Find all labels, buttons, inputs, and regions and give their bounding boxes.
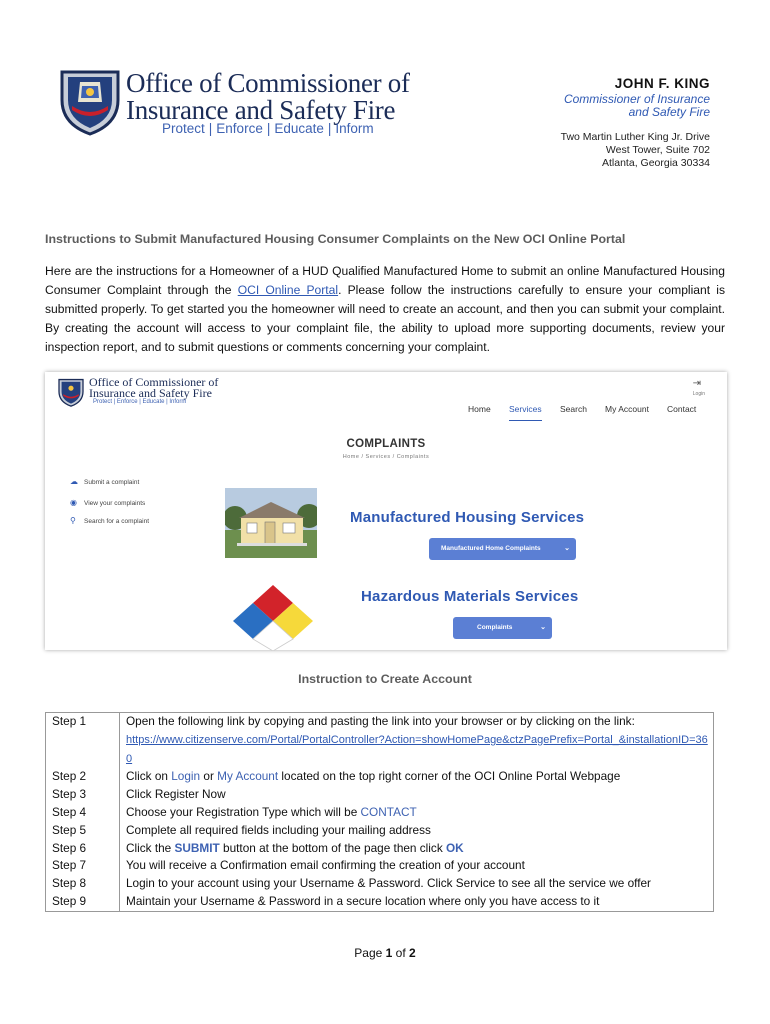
commissioner-name: JOHN F. KING bbox=[614, 76, 710, 91]
commissioner-title-line2: and Safety Fire bbox=[628, 105, 710, 119]
table-row bbox=[46, 768, 714, 786]
portal-org-line1: Office of Commissioner of bbox=[89, 375, 219, 389]
step-label: Step 8 bbox=[52, 876, 87, 891]
citizenserve-link[interactable]: https://www.citizenserve.com/Portal/PortalController?Action=showHomePage&ctzPagePrefix=Portal_&installationID=360 bbox=[126, 733, 708, 765]
step-label: Step 3 bbox=[52, 787, 87, 802]
address-line1: Two Martin Luther King Jr. Drive bbox=[560, 131, 710, 143]
commissioner-title-line1: Commissioner of Insurance bbox=[563, 92, 710, 106]
step-label: Step 1 bbox=[52, 714, 87, 728]
hazmat-complaints-button[interactable]: Complaints ⌄ bbox=[453, 617, 552, 639]
nav-services[interactable]: Services bbox=[509, 404, 542, 421]
step-label: Step 9 bbox=[52, 893, 87, 908]
steps-heading: Instruction to Create Account bbox=[298, 672, 472, 686]
intro-paragraph: Here are the instructions for a Homeowner of a HUD Qualified Manufactured Home to submit an online Manufactured Housing Consumer Complaint through the OCI Online Portal. Please follow the instructions carefully to ensure your compliant is submitted properly. To get started you the homeowner will need to create an account, and then you can submit your complaint. By creating the account will access to your complaint file, the ability to upload more supporting documents, review your inspection report, and to submit questions or comments concerning your complaint. bbox=[45, 264, 725, 354]
nav-my-account[interactable]: My Account bbox=[605, 404, 649, 414]
manufactured-housing-title: Manufactured Housing Services bbox=[350, 509, 585, 526]
binoculars-icon: ◉ bbox=[70, 498, 77, 507]
table-row bbox=[46, 840, 714, 858]
seal-logo-icon bbox=[58, 66, 122, 136]
portal-tagline: Protect | Enforce | Educate | Inform bbox=[93, 399, 187, 405]
step-text: Maintain your Username & Password in a secure location where only you have access to it bbox=[120, 893, 714, 911]
manufactured-home-complaints-button[interactable]: Manufactured Home Complaints ⌄ bbox=[429, 538, 576, 560]
table-row bbox=[46, 857, 714, 875]
step-text: Login to your account using your Username & Password. Click Service to see all the service we offer bbox=[120, 875, 714, 893]
portal-seal-icon bbox=[57, 377, 85, 407]
table-row bbox=[46, 875, 714, 893]
oci-portal-link[interactable]: OCI Online Portal bbox=[237, 283, 339, 297]
step-text: Click Register Now bbox=[120, 786, 714, 804]
address-line2: West Tower, Suite 702 bbox=[605, 144, 710, 156]
portal-screenshot bbox=[45, 372, 727, 650]
step-label: Step 7 bbox=[52, 858, 87, 873]
address-line3: Atlanta, Georgia 30334 bbox=[602, 157, 710, 169]
side-link-view[interactable]: ◉ View your complaints bbox=[70, 498, 146, 507]
table-row bbox=[46, 786, 714, 804]
side-link-search[interactable]: ⚲ Search for a complaint bbox=[70, 516, 150, 525]
nav-home[interactable]: Home bbox=[468, 404, 491, 414]
page-number: Page 1 of 2 bbox=[354, 946, 416, 960]
step-text: You will receive a Confirmation email confirming the creation of your account bbox=[120, 857, 714, 875]
step-label: Step 2 bbox=[52, 769, 87, 784]
step-text: Complete all required fields including your mailing address bbox=[120, 822, 714, 840]
org-name-line1: Office of Commissioner of bbox=[126, 68, 410, 98]
search-icon: ⚲ bbox=[70, 516, 76, 525]
step-label: Step 4 bbox=[52, 804, 87, 819]
table-row bbox=[46, 822, 714, 840]
portal-page-title: COMPLAINTS bbox=[346, 438, 426, 450]
table-row bbox=[46, 804, 714, 822]
login-icon[interactable]: ⇥ bbox=[692, 378, 701, 389]
table-row bbox=[46, 713, 714, 769]
table-row bbox=[46, 893, 714, 911]
nav-contact[interactable]: Contact bbox=[667, 404, 697, 414]
steps-table bbox=[45, 712, 714, 912]
step-text: Click on Login or My Account located on the top right corner of the OCI Online Portal Webpage bbox=[120, 768, 714, 786]
portal-breadcrumb[interactable]: Home / Services / Complaints bbox=[342, 454, 430, 460]
cloud-upload-icon: ☁ bbox=[70, 477, 78, 486]
hazardous-materials-title: Hazardous Materials Services bbox=[361, 588, 579, 605]
chevron-down-icon: ⌄ bbox=[564, 545, 570, 552]
nav-search[interactable]: Search bbox=[560, 404, 587, 414]
document-heading: Instructions to Submit Manufactured Housing Consumer Complaints on the New OCI Online Portal bbox=[45, 232, 626, 246]
step-label: Step 5 bbox=[52, 822, 87, 837]
step-label: Step 6 bbox=[52, 840, 87, 855]
hazmat-diamond-icon bbox=[232, 585, 314, 651]
org-name-line2: Insurance and Safety Fire bbox=[126, 95, 396, 125]
org-tagline: Protect | Enforce | Educate | Inform bbox=[162, 121, 374, 136]
step-text: Click the SUBMIT button at the bottom of the page then click OK bbox=[120, 840, 714, 858]
side-link-submit[interactable]: ☁ Submit a complaint bbox=[70, 477, 140, 486]
step-text: Open the following link by copying and pasting the link into your browser or by clicking on the link: https://www.citizenserve.com/Portal/PortalController?Action=showHomePage&ctzPagePrefix=Portal_&installationID=360 bbox=[120, 713, 714, 769]
login-label[interactable]: Login bbox=[692, 391, 705, 397]
step-text: Choose your Registration Type which will be CONTACT bbox=[120, 804, 714, 822]
portal-org-line2: Insurance and Safety Fire bbox=[89, 386, 212, 400]
chevron-down-icon: ⌄ bbox=[540, 624, 546, 631]
manufactured-home-photo bbox=[225, 488, 317, 558]
